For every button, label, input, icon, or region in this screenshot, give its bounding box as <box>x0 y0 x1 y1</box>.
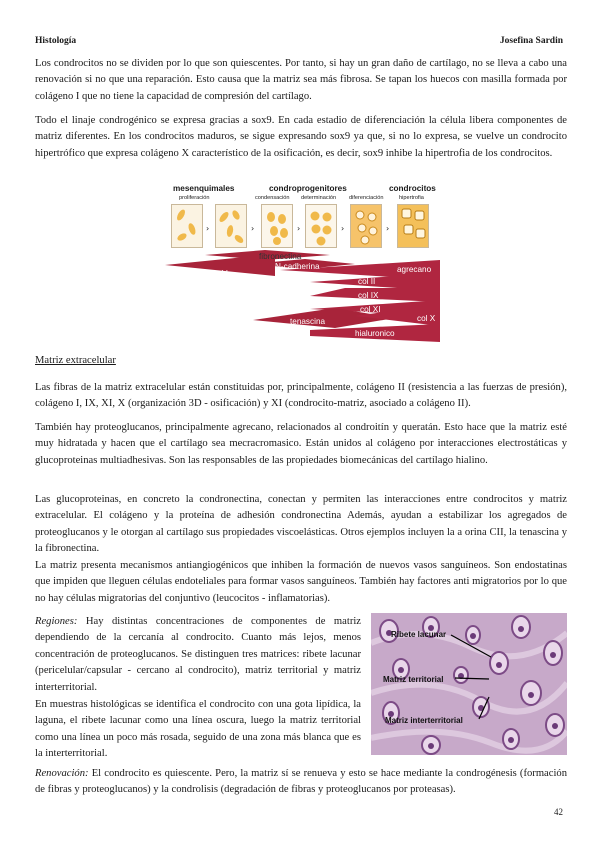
label-ribete-lacunar: Ribete lacunar <box>391 630 447 639</box>
paragraph-regions <box>35 614 361 696</box>
paragraph-glycoproteins: Las glucoproteinas, en concreto la condronectina, conectan y permiten las interacciones entre condrocitos y matriz extracelular. El colágeno y la proteína de adhesión condronectina Además, ayudan a estabilizar los agregados de proteoglucanos y le otorgan al cartílago sus propiedades viscoelásticas. Otros ejemplos incluyen la a orina CII, la tenascina y la fibronectina. <box>35 494 567 555</box>
stage-label-condroprogenitores: condroprogenitores <box>269 184 347 193</box>
cells-hypertrophy-panel <box>397 204 429 248</box>
cells-proliferation-panel-2 <box>215 204 247 248</box>
substage-determinacion: determinación <box>301 195 337 201</box>
header-subject: Histología <box>35 36 77 46</box>
paragraph-sox9: Todo el linaje condrogénico se expresa gracias a sox9. En cada estadio de diferenciación la célula libera componentes de matriz diferentes. En los condrocitos maduros, se sigue expresando sox9 ya que, si no lo expresa, se vuelve un condrocito hipertrófico que expresa colágeno X característico de la osificación, es decir, sox9 inhibe la hipertrofia de los condrocitos. <box>35 115 567 159</box>
chondrogenesis-diagram <box>165 184 440 342</box>
paragraph-fibers: Las fibras de la matriz extracelular están constituidas por, principalmente, colágeno II (resistencia a las fuerzas de presión), colágeno I, IX, XI, X (organización 3D - osificación) y XI (condrocito-matriz, asociado a colágeno II). <box>35 382 567 410</box>
paragraph-repair: Los condrocitos no se dividen por lo que son quiescentes. Por tanto, si hay un gran daño de cartílago, no se lleva a cabo una renovación si no que una reparación. Esto causa que la matriz sea más fibrosa. Se tapan los huecos con masilla formada por colágeno I que no tiene la capacidad de compresión del cartílago. <box>35 58 567 102</box>
cells-proliferation-panel-1 <box>171 204 203 248</box>
stage-arrow: › <box>206 224 210 233</box>
band-label-hialuronico: hialuronico <box>355 329 395 338</box>
histology-photo <box>371 613 567 755</box>
cells-differentiation-panel <box>350 204 382 248</box>
paragraph-renewal <box>35 766 567 799</box>
stage-arrow: › <box>297 224 301 233</box>
cells-condensation-panel <box>261 204 293 248</box>
paragraph-antiangiogenic: La matriz presenta mecanismos antiangiogénicos que inhiben la formación de nuevos vasos sanguíneos. Son endostatinas que impiden que lleguen células endoteliales para formar vasos sanguíneos. También hay factores anti migratorios por lo que no hay células migratorias del conjuntivo (leucocitos - inflamatorias). <box>35 560 567 604</box>
band-label-col11: col XI <box>360 305 381 314</box>
regions-text: Hay distintas concentraciones de componentes de matriz dependiendo de la cercanía al condrocito. Cuanto más lejos, menos concentración de proteoglucanos. Se distinguen tres matrices: ribete lacunar (pericelular/capsular - cercano al condrocito), matriz territorial y matriz interterritorial. <box>35 616 361 693</box>
band-label-col10: col X <box>417 314 436 323</box>
renewal-label: Renovación: <box>35 768 89 779</box>
stage-arrow: › <box>386 224 390 233</box>
paragraph-proteoglycans: También hay proteoglucanos, principalmente agrecano, relacionados al condroitín y queratán. Esto hace que la matriz esté muy hidratada y hacen que el cartílago sea mecracromasico. Están unidos al colágeno por interacciones electrostáticas y glucoproteinas multiadhesivas. Son las responsables de las propiedades biomecánicas del cartílago hialino. <box>35 422 567 466</box>
regions-label: Regiones: <box>35 616 78 627</box>
label-matriz-territorial: Matriz territorial <box>383 675 444 684</box>
renewal-text: El condrocito es quiescente. Pero, la matriz sí se renueva y esto se hace mediante la condrogénesis (formación de fibras y proteoglucanos) y la condrolisis (degradación de fibras y proteoglucanos por proteasas). <box>35 768 567 796</box>
substage-condensacion: condensación <box>255 195 290 201</box>
band-label-ncadherina: N-cadherina <box>275 262 320 271</box>
band-label-col2: col II <box>358 277 376 286</box>
cells-determination-panel <box>305 204 337 248</box>
substage-diferenciacion: diferenciación <box>349 195 384 201</box>
band-label-col1: col I <box>213 269 229 278</box>
substage-hipertrofia: hipertrofia <box>399 195 424 201</box>
band-label-agrecano: agrecano <box>397 265 432 274</box>
band-label-tenascina: tenascina <box>290 317 326 326</box>
substage-proliferacion: proliferación <box>179 195 210 201</box>
stage-arrow: › <box>341 224 345 233</box>
stage-label-mesenquimales: mesenquimales <box>173 184 235 193</box>
stage-label-condrocitos: condrocitos <box>389 184 436 193</box>
stage-arrow: › <box>251 224 255 233</box>
label-matriz-interterritorial: Matriz interterritorial <box>385 716 463 725</box>
section-heading: Matriz extracelular <box>35 355 116 366</box>
band-label-fibronectina: fibronectina <box>259 252 302 261</box>
paragraph-histology: En muestras histológicas se identifica el condrocito con una gota lipídica, la laguna, el ribete lacunar como una línea oscura, luego la matriz territorial como una línea un poco más rosada, seguido de una zona más blanca que es la interterritorial. <box>35 699 361 760</box>
header-author: Josefina Sardin <box>499 36 563 46</box>
page-number: 42 <box>554 807 563 817</box>
band-label-col9: col IX <box>358 291 379 300</box>
